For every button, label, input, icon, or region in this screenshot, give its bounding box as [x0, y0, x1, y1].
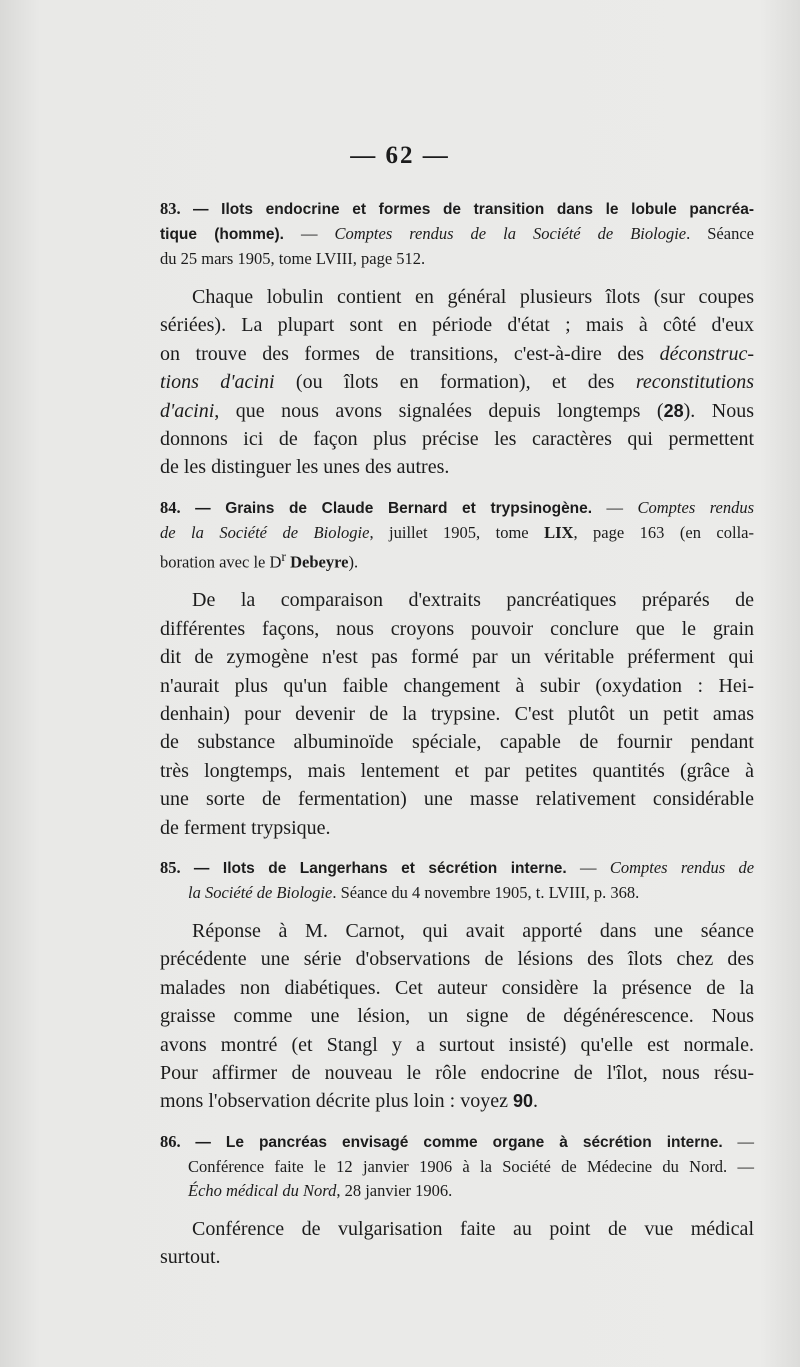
entry-85-heading-line-1 — [160, 856, 754, 881]
dash: — — [722, 1131, 754, 1151]
journal-title: de la Société de Biologie — [160, 522, 370, 542]
body-line: Conférence de vulgarisation faite au point de vue médical — [192, 1217, 754, 1240]
entry-85-body — [160, 917, 754, 1116]
reference-text: boration avec le D — [160, 552, 282, 572]
body-line — [160, 340, 754, 368]
entry-title: — Ilots endocrine et formes de transition dans le lobule pancréa- — [193, 201, 754, 218]
journal-title: Comptes rendus — [637, 497, 755, 517]
italic-term: reconstitutions — [635, 371, 754, 394]
body-line: différentes façons, nous croyons pouvoir conclure que le grain — [160, 617, 754, 640]
body-line: malades non diabétiques. Cet auteur considère la présence de la — [160, 976, 754, 999]
body-line: Chaque lobulin contient en général plusieurs îlots (sur coupes — [192, 286, 754, 308]
body-line: avons montré (et Stangl y a surtout insisté) qu'elle est normale. — [160, 1033, 754, 1056]
tome-number: LIX — [544, 522, 574, 542]
body-line: surtout. — [160, 1246, 221, 1269]
body-line — [160, 397, 754, 425]
reference-text: , 28 janvier 1906. — [336, 1180, 453, 1200]
body-line: une sorte de fermentation) une masse relativement considérable — [160, 788, 754, 811]
body-text: on trouve des formes de transitions, c'est-à-dire des — [160, 342, 660, 365]
italic-term: tions d'acini — [160, 371, 275, 394]
dash: — — [592, 497, 638, 517]
entry-83-heading-line-2 — [160, 222, 754, 247]
dash: — — [566, 858, 610, 877]
body-line: très longtemps, mais lentement et par petites quantités (grâce à — [160, 759, 754, 782]
reference-text: , page 163 (en colla- — [573, 522, 754, 542]
body-line: de ferment trypsique. — [160, 816, 331, 839]
body-text: (ou îlots en formation), et des — [274, 371, 636, 394]
entry-title: — Grains de Claude Bernard et trypsinogène. — [195, 499, 593, 517]
reference-text: , juillet 1905, tome — [369, 522, 545, 542]
body-text: , que nous avons signalées depuis longtemps ( — [214, 399, 664, 422]
dash: — — [283, 224, 335, 243]
body-line — [160, 1087, 754, 1115]
journal-title: Comptes rendus de — [609, 858, 755, 877]
italic-term: déconstruc- — [659, 342, 754, 365]
body-text: ). Nous — [683, 399, 754, 422]
entry-86 — [160, 1130, 754, 1272]
body-text: mons l'observation décrite plus loin : voyez — [160, 1090, 513, 1113]
entry-85-heading — [160, 856, 754, 905]
collaborator-name: Debeyre — [290, 552, 349, 572]
page-content — [160, 197, 754, 1286]
entry-number: 84. — [160, 497, 181, 517]
entry-number: 85. — [160, 858, 181, 877]
cross-reference: 28 — [663, 400, 684, 421]
journal-title: Comptes rendus de la Société de Biologie — [334, 224, 687, 243]
body-line: denhain) pour devenir de la trypsine. C'est plutôt un petit amas — [160, 702, 754, 725]
entry-84-heading-line-3 — [160, 545, 754, 575]
body-line: dit de zymogène n'est pas formé par un véritable préferment qui — [160, 646, 754, 669]
entry-86-heading-line-3 — [160, 1179, 754, 1203]
body-line: donnons ici de façon plus précise les caractères qui permettent — [160, 428, 754, 451]
journal-title: la Société de Biologie — [188, 883, 333, 902]
body-line: sériées). La plupart sont en période d'état ; mais à côté d'eux — [160, 314, 754, 337]
entry-83-heading — [160, 197, 754, 271]
entry-84-body — [160, 586, 754, 842]
body-line — [160, 368, 754, 396]
body-line: graisse comme une lésion, un signe de dégénérescence. Nous — [160, 1005, 754, 1028]
entry-84-heading — [160, 496, 754, 575]
entry-83-heading-line-1 — [160, 197, 754, 222]
entry-number: 83. — [160, 199, 181, 218]
cross-reference: 90 — [512, 1091, 534, 1112]
entry-86-heading-line-2: Conférence faite le 12 janvier 1906 à la Société de Médecine du Nord. — — [188, 1156, 754, 1176]
reference-text: . Séance — [686, 224, 754, 243]
reference-text: ). — [348, 552, 359, 572]
entry-83-body — [160, 283, 754, 482]
body-line: n'aurait plus qu'un faible changement à subir (oxydation : Hei- — [160, 674, 754, 697]
entry-title: — Le pancréas envisagé comme organe à sécrétion interne. — [195, 1133, 723, 1151]
italic-term: d'acini — [160, 399, 215, 422]
entry-84-heading-line-2 — [160, 521, 754, 545]
superscript: r — [281, 548, 286, 564]
entry-84-heading-line-1 — [160, 496, 754, 521]
entry-83 — [160, 197, 754, 482]
page-number: — 62 — — [350, 142, 450, 169]
body-line: Pour affirmer de nouveau le rôle endocrine de l'îlot, nous résu- — [160, 1062, 754, 1085]
entry-85 — [160, 856, 754, 1116]
body-line: de les distinguer les unes des autres. — [160, 456, 450, 479]
body-line: Réponse à M. Carnot, qui avait apporté dans une séance — [192, 920, 754, 942]
entry-83-heading-line-3: du 25 mars 1905, tome LVIII, page 512. — [160, 249, 426, 268]
entry-84 — [160, 496, 754, 842]
body-line: de substance albuminoïde spéciale, capable de fournir pendant — [160, 731, 754, 754]
body-line: précédente une série d'observations de lésions des îlots chez des — [160, 948, 754, 971]
entry-number: 86. — [160, 1131, 181, 1151]
entry-85-heading-line-2 — [160, 881, 754, 905]
entry-title-cont: tique (homme). — [160, 226, 284, 243]
entry-86-heading — [160, 1130, 754, 1203]
journal-title: Écho médical du Nord — [188, 1180, 337, 1200]
body-line: De la comparaison d'extraits pancréatiques préparés de — [192, 589, 754, 612]
reference-text: . Séance du 4 novembre 1905, t. LVIII, p. 368. — [332, 883, 640, 902]
entry-title: — Ilots de Langerhans et sécrétion interne. — [193, 860, 567, 877]
body-text: . — [533, 1090, 539, 1113]
entry-86-body — [160, 1215, 754, 1272]
entry-86-heading-line-1 — [160, 1130, 754, 1155]
